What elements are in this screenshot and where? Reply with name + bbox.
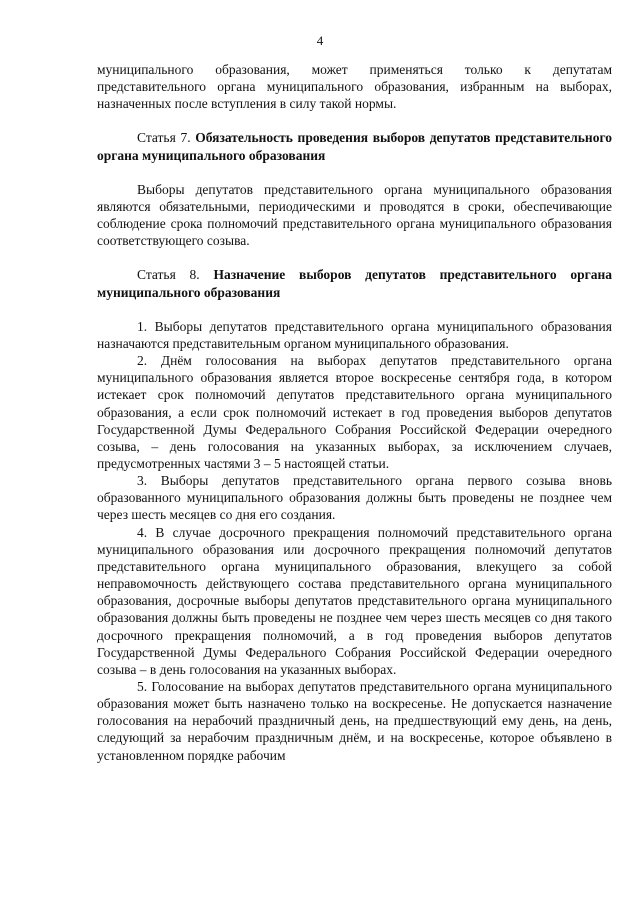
article-8-heading xyxy=(97,266,612,300)
article-8-item-3: 3. Выборы депутатов представительного органа первого созыва вновь образованного муниципального образования должны быть проведены не позднее чем через шесть месяцев со дня его создания. xyxy=(97,473,612,523)
article-8-label: Статья 8. xyxy=(137,267,200,283)
article-7-title: Обязательность проведения выборов депутатов представительного органа муниципального образования xyxy=(97,130,612,163)
article-8-item-4: 4. В случае досрочного прекращения полномочий представительного органа муниципального образования или досрочного прекращения полномочий депутатов представительного органа муниципального образования, влекущего за собой неправомочность действующего состава представительного органа муниципального образования, досрочные выборы депутатов представительного органа муниципального образования должны быть проведены не позднее чем через шесть месяцев со дня такого досрочного прекращения полномочий, а в год проведения выборов депутатов Государственной Думы Федерального Собрания Российской Федерации очередного созыва – в день голосования на указанных выборах. xyxy=(97,524,612,677)
article-8-item-5: 5. Голосование на выборах депутатов представительного органа муниципального образования может быть назначено только на воскресенье. Не допускается назначение голосования на нерабочий праздничный день, на предшествующий ему день, на день, следующий за нерабочим праздничным днём, и на воскресенье, которое объявлено в установленном порядке рабочим xyxy=(97,679,612,763)
page-number: 4 xyxy=(316,33,324,48)
article-7-heading xyxy=(97,129,612,163)
article-7-text: Выборы депутатов представительного органа муниципального образования являются обязательными, периодическими и проводятся в сроки, обеспечивающие соблюдение срока полномочий представительного органа муниципального образования соответствующего созыва. xyxy=(97,181,612,249)
article-7-label: Статья 7. xyxy=(137,130,191,146)
paragraph-continuation: муниципального образования, может применяться только к депутатам представительного органа муниципального образования, избранным на выборах, назначенных после вступления в силу такой нормы. xyxy=(97,62,612,112)
document-body xyxy=(97,61,612,764)
article-8-item-2: 2. Днём голосования на выборах депутатов представительного органа муниципального образования является второе воскресенье сентября года, в котором истекает срок полномочий депутатов представительного органа муниципального образования, а если срок полномочий истекает в год проведения выборов депутатов Государственной Думы Федерального Собрания Российской Федерации очередного созыва, – день голосования на указанных выборах, за исключением случаев, предусмотренных частями 3 – 5 настоящей статьи. xyxy=(97,353,612,471)
article-8-item-1: 1. Выборы депутатов представительного органа муниципального образования назначаются представительным органом муниципального образования. xyxy=(97,318,612,351)
article-8-title: Назначение выборов депутатов представительного органа муниципального образования xyxy=(97,267,612,300)
